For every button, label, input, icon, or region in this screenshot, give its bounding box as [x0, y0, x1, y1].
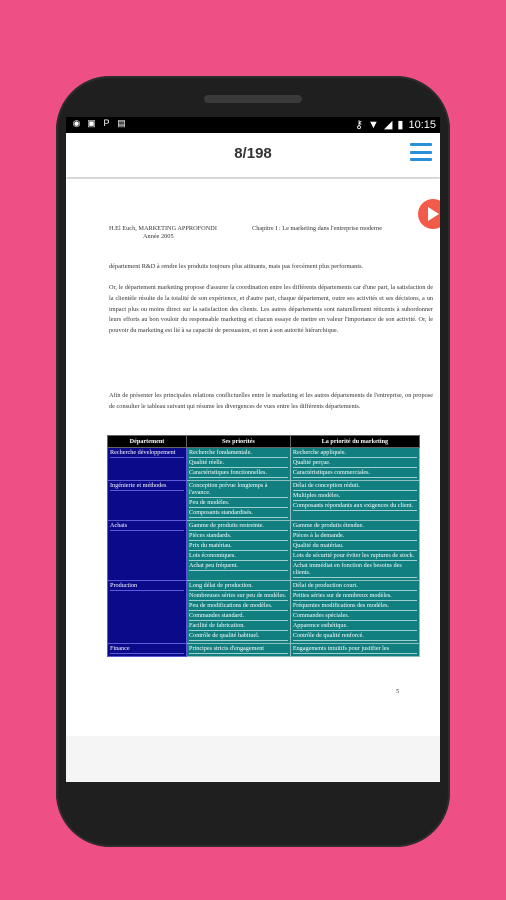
table-cell [290, 581, 419, 644]
cell-line: Multiples modèles. [293, 492, 417, 501]
cell-line: Achat peu fréquent. [189, 562, 288, 571]
table-row [108, 521, 420, 581]
table-cell [187, 448, 291, 481]
table-row [108, 644, 420, 657]
cell-line: Peu de modèles. [189, 499, 288, 508]
cell-line: Ingénierie et méthodes [110, 482, 184, 491]
table-cell [187, 521, 291, 581]
cell-line: Recherche fondamentale. [189, 449, 288, 458]
download-icon: ▤ [117, 118, 126, 128]
bottom-area [66, 736, 440, 782]
doc-header-right: Chapitre I : Le marketing dans l'entreprise moderne [252, 225, 382, 232]
status-bar [66, 117, 440, 133]
doc-paragraph-3: Afin de présenter les principales relations conflictuelles entre le marketing et les autres départements de l'entreprise, on propose de consulter le tableau suivant qui résume les divergences de vues entre les différents départements. [109, 392, 433, 410]
status-left-icons [72, 119, 126, 128]
play-button[interactable] [418, 199, 440, 229]
cell-line: Composants standardisés. [189, 509, 288, 518]
table-cell [290, 644, 419, 657]
table-row [108, 481, 420, 521]
cell-line: Gamme de produits étendue. [293, 522, 417, 531]
table-cell [290, 448, 419, 481]
cell-line: Petites séries sur de nombreux modèles. [293, 592, 417, 601]
cell-line: Lots de sécurité pour éviter les ruptures de stock. [293, 552, 417, 561]
play-icon [428, 207, 439, 221]
cell-line: Gamme de produits restreinte. [189, 522, 288, 531]
p-icon: P [103, 118, 110, 128]
cell-line: Délai de conception réduit. [293, 482, 417, 491]
table-header-row [108, 436, 420, 448]
image-icon: ▣ [87, 118, 96, 128]
cell-line: Délai de production court. [293, 582, 417, 591]
cell-line: Contrôle de qualité renforcé. [293, 632, 417, 641]
doc-header-left: H.El Euch, MARKETING APPROFONDI Année 2005 [109, 225, 217, 240]
cell-line: Qualité réelle. [189, 459, 288, 468]
cell-line: Commandes spéciales. [293, 612, 417, 621]
cell-line: Principes stricts d'engagement [189, 645, 288, 654]
table-cell [290, 521, 419, 581]
table-cell [187, 644, 291, 657]
cell-line: Lots économiques. [189, 552, 288, 561]
phone-speaker [204, 95, 302, 103]
table-cell [108, 581, 187, 644]
page-indicator: 8/198 [234, 145, 272, 162]
table-cell [108, 644, 187, 657]
table-row [108, 448, 420, 481]
cell-line: Prix du matériau. [189, 542, 288, 551]
table-cell [108, 448, 187, 481]
cell-line: Fréquentes modifications des modèles. [293, 602, 417, 611]
cell-line: Apparence esthétique. [293, 622, 417, 631]
cell-line: Qualité perçue. [293, 459, 417, 468]
cell-line: Conception prévue longtemps à l'avance. [189, 482, 288, 498]
cell-line: Contrôle de qualité habituel. [189, 632, 288, 641]
cell-line: Recherche développement [110, 449, 184, 458]
cell-line: Caractéristiques fonctionnelles. [189, 469, 288, 478]
cell-line: Nombreuses séries sur peu de modèles. [189, 592, 287, 599]
cell-line: Caractéristiques commerciales. [293, 469, 417, 478]
status-time: 10:15 [408, 118, 436, 131]
table-header: Ses priorités [187, 436, 291, 448]
cell-line: Achat immédiat en fonction des besoins des clients. [293, 562, 417, 578]
page-number: 5 [396, 688, 400, 695]
cell-line: Recherche appliquée. [293, 449, 417, 458]
cell-line: Pièces à la demande. [293, 532, 417, 541]
signal-icon: ◢ [383, 119, 393, 131]
notification-icon: ◉ [72, 118, 81, 128]
table-cell [108, 521, 187, 581]
cell-line: Achats [110, 522, 184, 531]
cell-line: Composants répondants aux exigences du client. [293, 502, 417, 511]
cell-line: Facilité de fabrication. [189, 622, 288, 631]
doc-paragraph-1: département R&D à rendre les produits toujours plus aitinants, mais pas forcément plus performants. [109, 263, 364, 270]
cell-line: Commandes standard. [189, 612, 288, 621]
document-page[interactable] [66, 179, 440, 736]
cell-line: Peu de modifications de modèles. [189, 602, 288, 611]
doc-paragraph-2: Or, le département marketing propose d'assurer la coordination entre les différents départements car d'une part, la satisfaction de la clientèle résulte de la totalité de son expérience, et d'autre part, chaque département, outre ses activités et ses décisions, a un impact plus ou moins direct sur la satisfaction des clients. Les autres départements sont naturellement réticents à subordonner leurs efforts au bon vouloir du responsable marketing et chacun essaye de mettre en valeur l'importance de son activité. Or, le pouvoir du marketing est lié à sa capacité de persuasion, et non à son autorité hiérarchique. [109, 284, 433, 335]
table-header: La priorité du marketing [290, 436, 419, 448]
key-icon: ⚷ [354, 119, 364, 131]
cell-line: Engagements intuitifs pour justifier les [293, 645, 417, 654]
table-cell [187, 481, 291, 521]
cell-line: Qualité du matériau. [293, 542, 417, 551]
table-cell [108, 481, 187, 521]
cell-line: Long délai de production. [189, 582, 288, 591]
table-row [108, 581, 420, 644]
table-header: Département [108, 436, 187, 448]
wifi-icon: ▼ [368, 118, 379, 131]
app-bar [66, 133, 440, 177]
cell-line: Production [110, 582, 184, 591]
comparison-table [107, 435, 420, 657]
battery-icon: ▮ [397, 119, 404, 131]
cell-line: Pièces standards. [189, 532, 288, 541]
table-cell [290, 481, 419, 521]
hamburger-menu-icon[interactable] [410, 143, 432, 161]
cell-line: Finance [110, 645, 184, 654]
status-right-icons [355, 118, 436, 131]
table-cell [187, 581, 291, 644]
screen [66, 117, 440, 782]
